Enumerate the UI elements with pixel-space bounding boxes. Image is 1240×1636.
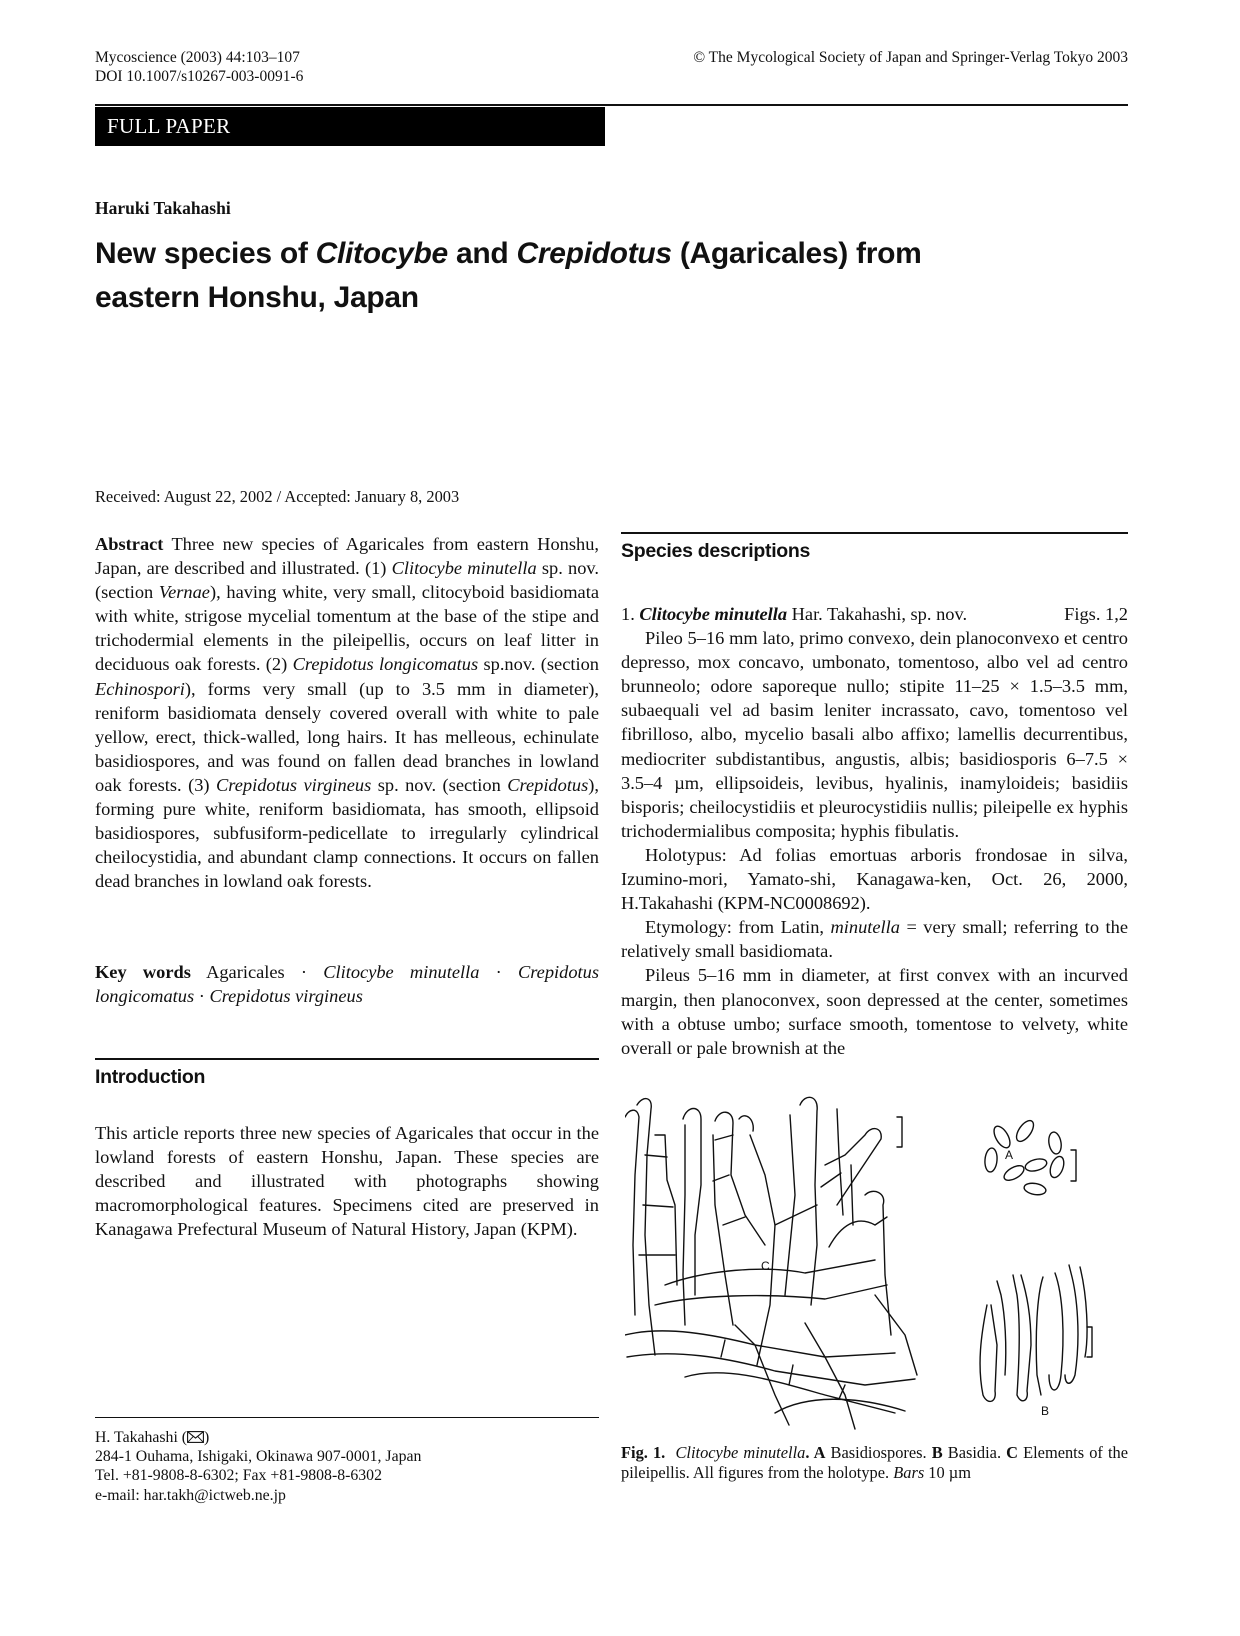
introduction-rule — [95, 1058, 599, 1060]
basidia — [980, 1265, 1092, 1401]
latin-diagnosis: Pileo 5–16 mm lato, primo convexo, dein planoconvexo et centro depresso, mox concavo, umbonato, tomentoso, albo vel ad centro brunneolo; odore saporeque nullo; stipite 11–25 × 1.5–3.5 mm, subaequali vel ad basim leniter incrassato, cavo, tomentoso vel fibrilloso, albo, mycelio basali albo affixo; lamellis decurrentibus, mediocriter subdistantibus, angustis, albis; basidiosporis 6–7.5 × 3.5–4 µm, ellipsoideis, levibus, hyalinis, inamyloideis; basidiis bisporis; cheilocystidiis et pleurocystidiis nullis; pileipelle ex hyphis trichodermialibus composita; hyphis fibulatis. — [621, 628, 1128, 841]
footnote-rule — [95, 1417, 599, 1418]
correspondence: H. Takahashi ( ) 284-1 Ouhama, Ishigaki, Okinawa 907-0001, Japan Tel. +81-9808-8-6302; Fax +81-9808-8-6302 e-mail: har.takh@ictweb.ne.jp — [95, 1428, 599, 1505]
email: e-mail: har.takh@ictweb.ne.jp — [95, 1486, 286, 1504]
figure-1-illustration — [625, 1095, 1130, 1430]
figure-1-caption: Fig. 1. Clitocybe minutella. A Basidiospores. B Basidia. C Elements of the pileipellis. All figures from the holotype. Bars 10 µm — [621, 1443, 1128, 1482]
figure-label-a: A — [1005, 1148, 1014, 1162]
introduction-text: This article reports three new species of Agaricales that occur in the lowland forests of eastern Honshu, Japan. These species are described and illustrated with photographs showing macromorphological features. Specimens cited are preserved in Kanagawa Prefectural Museum of Natural History, Japan (KPM). — [95, 1123, 599, 1240]
species-rule — [621, 532, 1128, 534]
keywords: Key words Agaricales · Clitocybe minutella · Crepidotus longicomatus · Crepidotus virgineus — [95, 962, 599, 1007]
pileipellis-elements — [625, 1097, 917, 1429]
holotype: Holotypus: Ad folias emortuas arboris frondosae in silva, Izumino-mori, Yamato-shi, Kanagawa-ken, Oct. 26, 2000, H.Takahashi (KPM-NC0008692). — [621, 844, 1128, 914]
envelope-icon — [187, 1431, 204, 1443]
article-type-label: FULL PAPER — [95, 107, 605, 146]
article-title: New species of Clitocybe and Crepidotus (Agaricales) from eastern Honshu, Japan — [95, 237, 922, 314]
phone-fax: Tel. +81-9808-8-6302; Fax +81-9808-8-6302 — [95, 1467, 382, 1485]
running-header-left — [95, 48, 303, 86]
figure-label-b: B — [1041, 1404, 1050, 1418]
species-description — [621, 602, 1128, 1060]
header-rule — [95, 104, 1128, 106]
species-heading: Species descriptions — [621, 540, 811, 562]
copyright: © The Mycological Society of Japan and Springer-Verlag Tokyo 2003 — [693, 49, 1128, 66]
species-title-line: 1. Clitocybe minutella Har. Takahashi, sp. nov. Figs. 1,2 — [621, 604, 1128, 624]
introduction-heading: Introduction — [95, 1066, 206, 1088]
author-name: Haruki Takahashi — [95, 198, 231, 218]
pileus-description: Pileus 5–16 mm in diameter, at first convex with an incurved margin, then planoconvex, soon depressed at the center, sometimes with a obtuse umbo; surface smooth, tomentose to velvety, white overall or pale brownish at the — [621, 965, 1128, 1058]
etymology: Etymology: from Latin, minutella = very small; referring to the relatively small basidiomata. — [621, 917, 1129, 962]
abstract: Abstract Three new species of Agaricales from eastern Honshu, Japan, are described and illustrated. (1) Clitocybe minutella sp. nov. (section Vernae), having white, very small, clitocyboid basidiomata with white, strigose mycelial tomentum at the base of the stipe and trichodermial elements in the pileipellis, occurs on leaf litter in deciduous oak forests. (2) Crepidotus longicomatus sp.nov. (section Echinospori), forms very small (up to 3.5 mm in diameter), reniform basidiomata densely covered overall with white to pale yellow, erect, thick-walled, long hairs. It has melleous, echinulate basidiospores, and was found on fallen dead branches in lowland oak forests. (3) Crepidotus virgineus sp. nov. (section Crepidotus), forming pure white, reniform basidiomata, has smooth, ellipsoid basidiospores, subfusiform-pedicellate to irregularly cylindrical cheilocystidia, and abundant clamp connections. It occurs on fallen dead branches in lowland oak forests. — [95, 534, 600, 892]
figure-label-c: C — [761, 1259, 770, 1273]
doi: DOI 10.1007/s10267-003-0091-6 — [95, 68, 304, 85]
received-dates: Received: August 22, 2002 / Accepted: January 8, 2003 — [95, 487, 460, 506]
address: 284-1 Ouhama, Ishigaki, Okinawa 907-0001, Japan — [95, 1448, 422, 1466]
basidiospores — [984, 1118, 1076, 1197]
journal-citation: Mycoscience (2003) 44:103–107 — [95, 49, 300, 66]
